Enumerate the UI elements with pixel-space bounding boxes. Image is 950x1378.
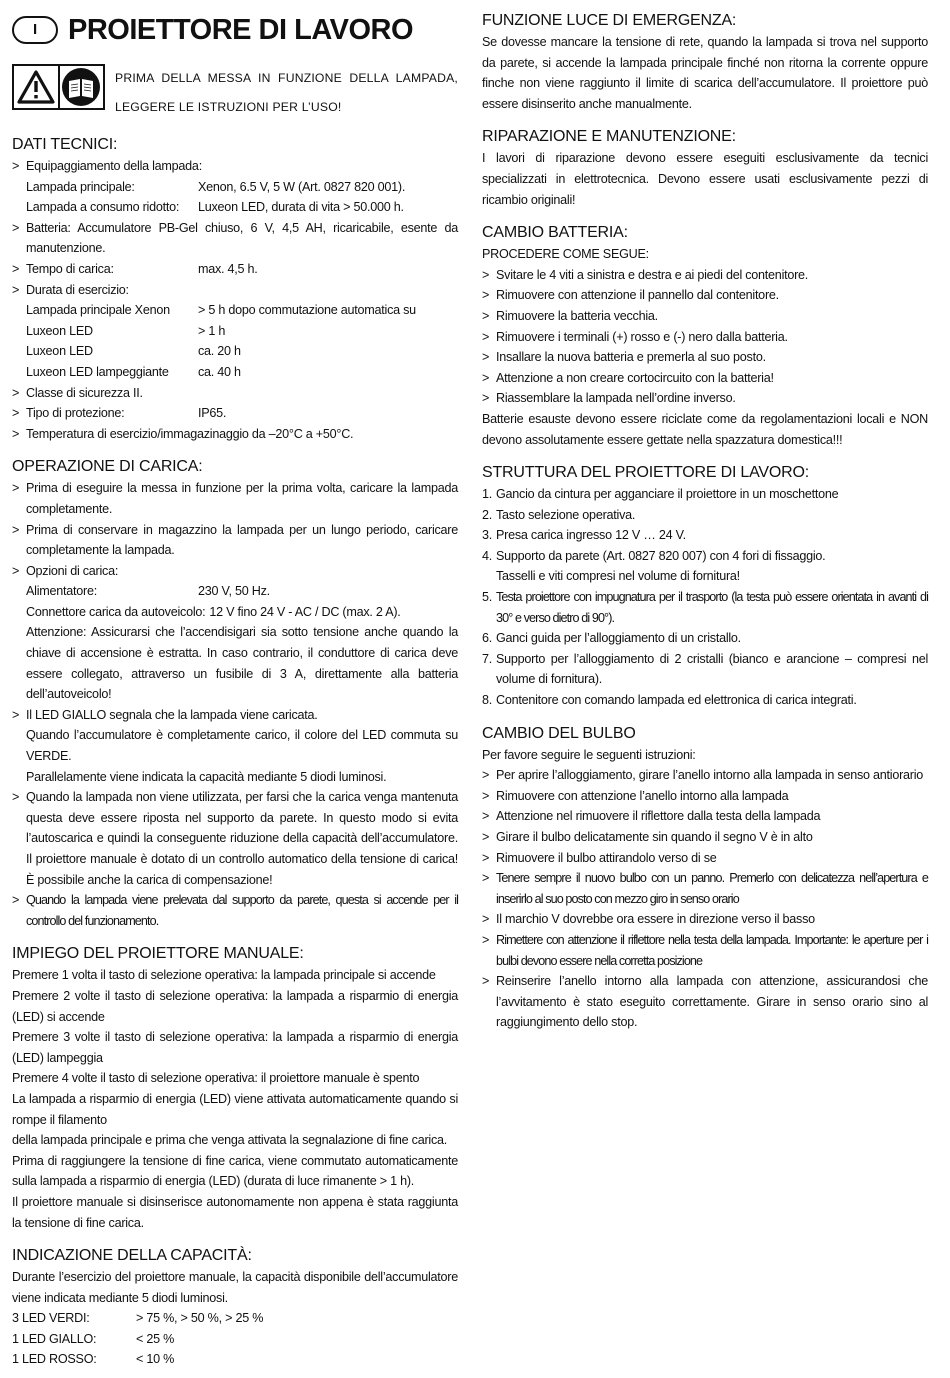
paragraph: Prima di raggiungere la tensione di fine carica, viene commutato automaticamente sulla lampada a risparmio di energia (LED) (durata di luce rimanente > 1 h). <box>12 1153 458 1189</box>
subheading: PROCEDERE COME SEGUE: <box>482 247 649 262</box>
list-item: > Il marchio V dovrebbe ora essere in direzione verso il basso <box>482 912 815 927</box>
language-badge: I <box>12 16 58 44</box>
spec-row: Luxeon LED lampeggiante ca. 40 h <box>26 364 241 379</box>
heading-operazione-di-carica: OPERAZIONE DI CARICA: <box>12 458 203 476</box>
list-item-continuation: Quando l’accumulatore è completamente carico, il colore del LED commuta su VERDE. <box>26 728 458 764</box>
list-item: > Tempo di carica: max. 4,5 h. <box>12 261 258 276</box>
list-item: > Riassemblare la lampada nell’ordine inverso. <box>482 391 736 406</box>
numbered-item: 8. Contenitore con comando lampada ed elettronica di carica integrati. <box>482 693 857 708</box>
list-item: > Prima di eseguire la messa in funzione per la prima volta, caricare la lampada completamente. <box>12 481 458 516</box>
paragraph: Il proiettore manuale si disinserisce autonomamente non appena è stata raggiunta la tensione di fine carica. <box>12 1194 458 1230</box>
paragraph: Premere 1 volta il tasto di selezione operativa: la lampada principale si accende <box>12 968 436 983</box>
capacity-row: 1 LED GIALLO: < 25 % <box>12 1331 175 1346</box>
charging-note: Attenzione: Assicurarsi che l’accendisigari sia sotto tensione anche quando la chiave di accensione è estratta. In caso contrario, il conduttore di carica deve essere collegato, attraverso un fusibile di 3 A, direttamente alla batteria dell’autoveicolo! <box>26 625 458 702</box>
spec-row: Lampada principale Xenon > 5 h dopo commutazione automatica su <box>26 303 416 318</box>
warning-notice <box>12 64 458 122</box>
list-item: > Girare il bulbo delicatamente sin quando il segno V è in alto <box>482 830 813 844</box>
numbered-item: 3. Presa carica ingresso 12 V … 24 V. <box>482 528 686 543</box>
list-item: > Per aprire l’alloggiamento, girare l’anello intorno alla lampada in senso antiorario <box>482 768 924 783</box>
list-item: > Insallare la nuova batteria e premerla al suo posto. <box>482 350 766 365</box>
spec-row: Connettore carica da autoveicolo: 12 V fino 24 V - AC / DC (max. 2 A). <box>26 604 401 619</box>
heading-emergenza: FUNZIONE LUCE DI EMERGENZA: <box>482 12 737 29</box>
spec-row: Lampada a consumo ridotto: Luxeon LED, durata di vita > 50.000 h. <box>26 200 404 215</box>
paragraph: Premere 4 volte il tasto di selezione operativa: il proiettore manuale è spento <box>12 1071 420 1086</box>
list-item-continuation: Parallelamente viene indicata la capacità mediante 5 diodi luminosi. <box>26 769 387 784</box>
list-item: > Rimuovere il bulbo attirandolo verso di se <box>482 850 717 865</box>
spec-row: Luxeon LED ca. 20 h <box>26 344 241 359</box>
warning-triangle-icon <box>14 66 58 108</box>
list-item: > Rimuovere con attenzione il pannello dal contenitore. <box>482 288 779 303</box>
list-item: > Attenzione a non creare cortocircuito con la batteria! <box>482 370 774 385</box>
paragraph: Batterie esauste devono essere riciclate come da regolamentazioni locali e NON devono assolutamente essere gettate nella spazzatura domestica!!! <box>482 411 928 447</box>
list-item: > Durata di esercizio: <box>12 282 129 297</box>
spec-row: Luxeon LED > 1 h <box>26 323 226 338</box>
numbered-item: 7. Supporto per l’alloggiamento di 2 cristalli (bianco e arancione – compresi nel volume di fornitura). <box>482 651 928 687</box>
heading-impiego: IMPIEGO DEL PROIETTORE MANUALE: <box>12 945 304 963</box>
paragraph: Se dovesse mancare la tensione di rete, quando la lampada si trova nel supporto da parete, si accende la lampada principale finché non ritorna la corrente oppure finche non viene raggiunto il limite di scarica dell’accumulatore. Il proiettore può essere disinserito anche manualmente. <box>482 35 928 111</box>
numbered-item: 6. Ganci guida per l’alloggiamento di un cristallo. <box>482 631 741 646</box>
list-item: > Il LED GIALLO segnala che la lampada viene caricata. <box>12 707 318 722</box>
list-item: > Rimuovere con attenzione l’anello intorno alla lampada <box>482 788 789 803</box>
paragraph: Per favore seguire le seguenti istruzioni: <box>482 747 696 762</box>
heading-cambio-batteria: CAMBIO BATTERIA: <box>482 224 628 242</box>
list-item: > Tenere sempre il nuovo bulbo con un panno. Premerlo con delicatezza nell’apertura e inserirlo al suo posto con mezzo giro in senso orario <box>482 871 928 906</box>
paragraph: I lavori di riparazione devono essere eseguiti esclusivamente da tecnici specializzati in elettrotecnica. Devono essere usati esclusivamente pezzi di ricambio originali! <box>482 151 928 207</box>
paragraph: Premere 2 volte il tasto di selezione operativa: la lampada a risparmio di energia (LED) si accende <box>12 988 458 1024</box>
list-item: > Reinserire l’anello intorno alla lampada con attenzione, assicurandosi che l’avvitamento è stato eseguito correttamente. Girare in senso orario sino al raggiungimento dello stop. <box>482 974 928 1030</box>
left-column <box>12 10 458 1370</box>
numbered-item: 1. Gancio da cintura per agganciare il proiettore in un moschettone <box>482 487 839 502</box>
numbered-item: 5. Testa proiettore con impugnatura per il trasporto (la testa può essere orientata in avanti di 30° e verso dietro di 90°). <box>482 590 928 625</box>
spec-row: Alimentatore: 230 V, 50 Hz. <box>26 584 270 599</box>
list-item: > Prima di conservare in magazzino la lampada per un lungo periodo, caricare completamente la lampada. <box>12 522 458 558</box>
list-item: > Rimettere con attenzione il riflettore nella testa della lampada. Importante: le aperture per i bulbi devono essere nella corretta posizione <box>482 932 928 968</box>
list-item: > Quando la lampada viene prelevata dal supporto da parete, questa si accende per il controllo del funzionamento. <box>12 893 458 928</box>
list-item: > Temperatura di esercizio/immagazinaggio da –20°C a +50°C. <box>12 426 354 441</box>
spec-row: Lampada principale: Xenon, 6.5 V, 5 W (Art. 0827 820 001). <box>26 179 406 194</box>
list-item: > Batteria: Accumulatore PB-Gel chiuso, 6 V, 4,5 AH, ricaricabile, esente da manutenzione. <box>12 220 458 256</box>
list-item: > Opzioni di carica: <box>12 563 119 578</box>
paragraph: Premere 3 volte il tasto di selezione operativa: la lampada a risparmio di energia (LED) lampeggia <box>12 1030 458 1065</box>
numbered-item: 4. Supporto da parete (Art. 0827 820 007) con 4 fori di fissaggio. <box>482 548 826 563</box>
list-item: > Rimuovere i terminali (+) rosso e (-) nero dalla batteria. <box>482 329 788 344</box>
list-item: > Equipaggiamento della lampada: <box>12 159 202 173</box>
right-column <box>482 10 928 1033</box>
manual-book-icon <box>58 66 104 108</box>
capacity-row: 1 LED ROSSO: < 10 % <box>12 1352 175 1367</box>
page-header <box>12 10 458 50</box>
heading-riparazione: RIPARAZIONE E MANUTENZIONE: <box>482 128 736 146</box>
heading-capacita: INDICAZIONE DELLA CAPACITÀ: <box>12 1247 252 1265</box>
list-item: > Quando la lampada non viene utilizzata, per farsi che la carica venga mantenuta questa deve essere riposta nel supporto da parete. In questo modo si evita l’autoscarica e quindi la conseguente riduzione della capacità dell’accumulatore. Il proiettore manuale è dotato di un controllo automatico della tensione di carica! È possibile anche la carica di compensazione! <box>12 790 458 887</box>
numbered-item: 2. Tasto selezione operativa. <box>482 507 636 522</box>
list-item: > Rimuovere la batteria vecchia. <box>482 308 658 323</box>
paragraph: La lampada a risparmio di energia (LED) viene attivata automaticamente quando si rompe il filamento <box>12 1091 458 1127</box>
warning-text: PRIMA DELLA MESSA IN FUNZIONE DELLA LAMPADA, LEGGERE LE ISTRUZIONI PER L’USO! <box>115 71 458 114</box>
list-item: > Attenzione nel rimuovere il riflettore dalla testa della lampada <box>482 809 821 824</box>
heading-cambio-bulbo: CAMBIO DEL BULBO <box>482 724 636 742</box>
capacity-row: 3 LED VERDI: > 75 %, > 50 %, > 25 % <box>12 1311 264 1326</box>
heading-dati-tecnici: DATI TECNICI: <box>12 136 118 153</box>
paragraph: della lampada principale e prima che venga attivata la segnalazione di fine carica. <box>12 1133 447 1148</box>
list-item: > Tipo di protezione: IP65. <box>12 406 227 421</box>
list-item: > Classe di sicurezza II. <box>12 385 143 400</box>
page-title: PROIETTORE DI LAVORO <box>68 14 414 46</box>
warning-icons <box>12 64 105 110</box>
paragraph: Durante l’esercizio del proiettore manuale, la capacità disponibile dell’accumulatore viene indicata mediante 5 diodi luminosi. <box>12 1270 458 1305</box>
list-item: > Svitare le 4 viti a sinistra e destra e ai piedi del contenitore. <box>482 267 809 282</box>
heading-struttura: STRUTTURA DEL PROIETTORE DI LAVORO: <box>482 464 809 482</box>
numbered-item-continuation: Tasselli e viti compresi nel volume di fornitura! <box>496 569 740 584</box>
